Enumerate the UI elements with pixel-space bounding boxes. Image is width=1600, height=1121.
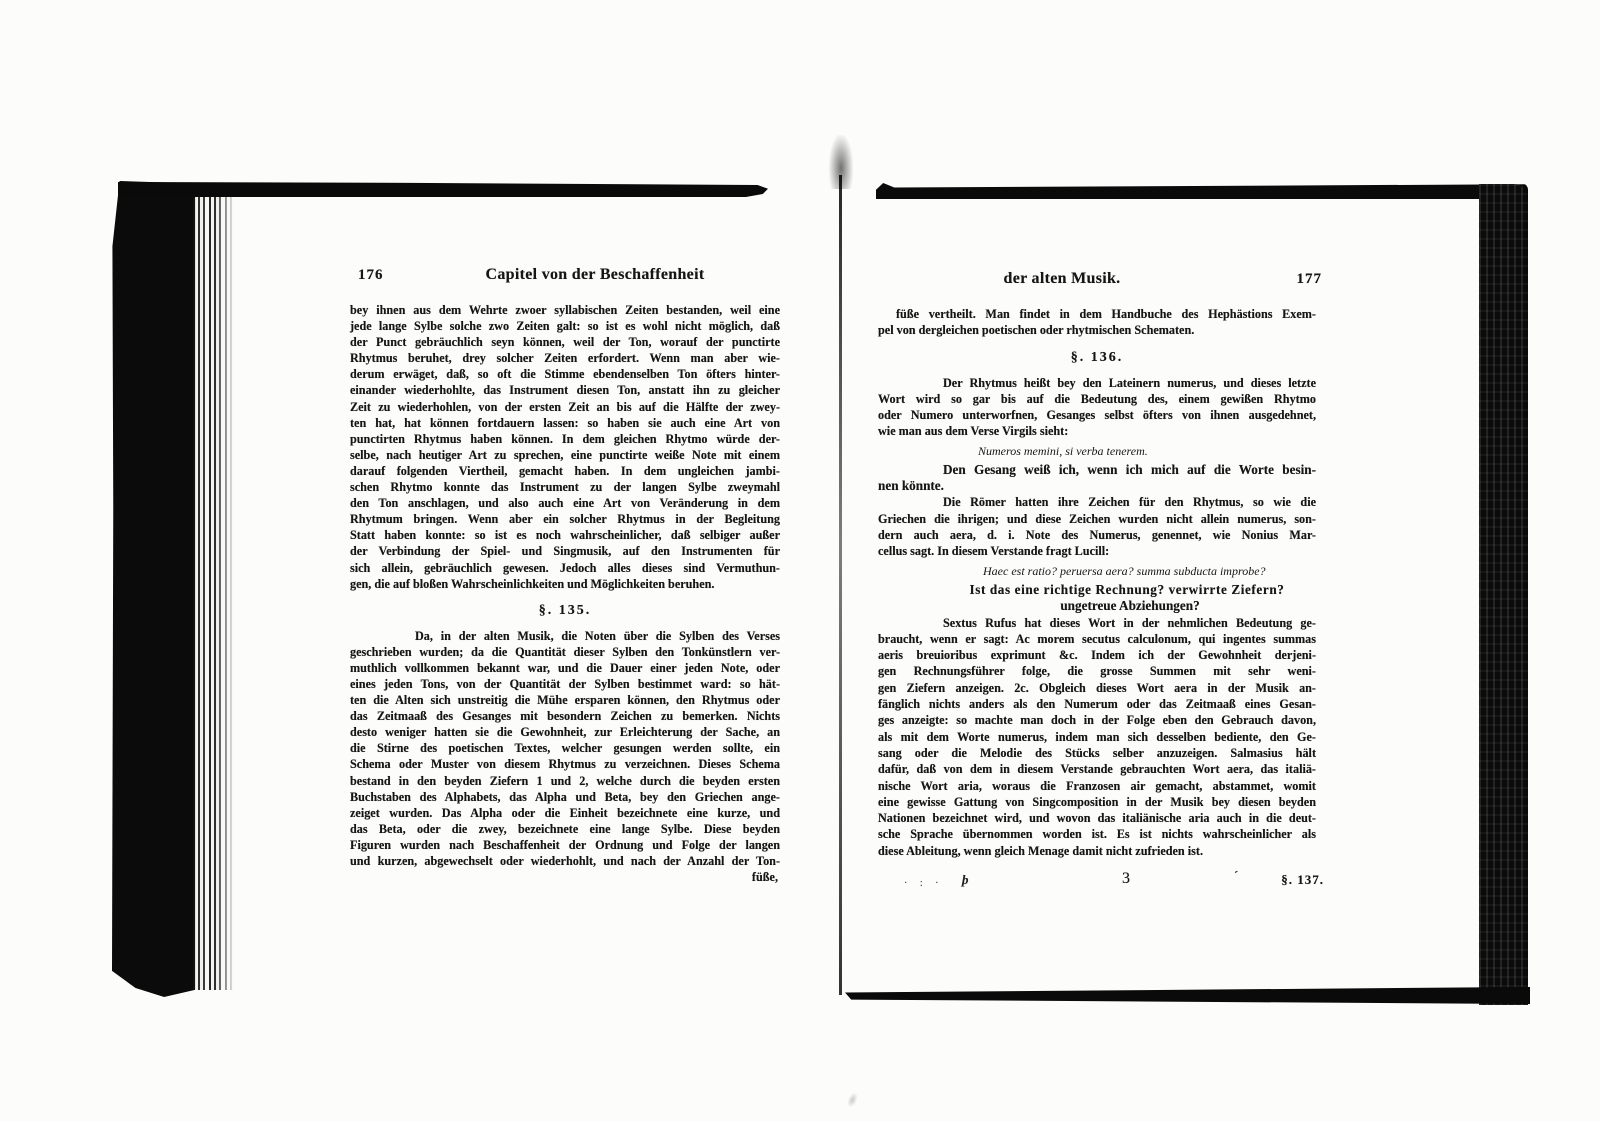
text-line: das Zeitmaaß des Gesanges mit besondern Zeichen zu bemerken. Nichts [350, 709, 780, 724]
text-line: desto weniger hatten sie die Gewohnheit, zur Erleichterung der Sache, an [350, 725, 780, 740]
right-page-footer [878, 868, 1324, 898]
scan-top-bar-left-page [118, 182, 768, 197]
running-title-left: Capitel von der Beschaffenheit [485, 266, 705, 283]
text-line: zeiget wurden. Das Alpha oder die Einheit bezeichnete eine kurze, und [350, 805, 780, 820]
latin-quote-virgil: Numeros memini, si verba tenerem. [978, 443, 1148, 458]
scan-spine-band [112, 181, 196, 997]
text-line: braucht, wenn er sagt: Ac morem secutus calculonum, qui ingentes summas [878, 631, 1316, 646]
text-line: bestand in den beyden Ziefern 1 und 2, welche durch die beyden ersten [350, 773, 780, 788]
scan-right-edge-band [1479, 184, 1528, 1005]
right-page [878, 270, 1324, 898]
text-line: derum erwäget, daß, so oft die Stimme ebendenselben Ton öfters hinter- [350, 367, 780, 382]
text-line: oder Numero unterworfnen, Gesanges selbst öfters von ihnen ausgedehnet, [878, 408, 1316, 423]
text-line: ges anzeigte: so machte man doch in der Folge eben den Gebrauch davon, [878, 713, 1316, 728]
text-line: Figuren wurden nach Beschaffenheit der Ordnung und Folge der langen [350, 837, 780, 852]
text-line: Ist das eine richtige Rechnung? verwirrte Ziefern? [969, 581, 1285, 597]
text-line: bey ihnen aus dem Wehrte zwoer syllabischen Zeiten bestanden, weil eine [350, 303, 780, 317]
catchword-left: füße, [751, 870, 778, 885]
scan-spine-streaks [193, 184, 235, 990]
text-line: und kurzen, abgewechselt oder wiederhohlt, und nach der Anzahl der Ton- [350, 854, 780, 868]
text-line: diese Ableitung, wenn gleich Menage damit nicht zufrieden ist. [878, 843, 1203, 858]
text-line: selbe, nach heutiger Art zu sprechen, eine punctirte weiße Note mit einem [350, 447, 780, 462]
text-line: nen könnte. [878, 478, 944, 494]
left-paragraph-1 [350, 302, 780, 592]
section-heading-136: §. 136. [1070, 349, 1124, 365]
text-line: Sextus Rufus hat dieses Wort in der nehmlichen Bedeutung ge- [943, 615, 1316, 630]
text-line: muthlich vollkommen bekannt war, und die Dauer einer jeden Note, oder [350, 660, 780, 675]
text-line: Da, in der alten Musik, die Noten über die Sylben des Verses [415, 628, 780, 643]
text-line: die Stirne des poetischen Textes, welcher gesungen werden sollte, ein [350, 741, 780, 756]
text-line: der Verbindung der Spiel- und Singmusik, auf den Instrumenten für [350, 544, 780, 559]
right-paragraph-1 [878, 375, 1316, 440]
text-line: Nationen bezeichnet wird, und wovon das italiänische aria auch in die deut- [878, 811, 1316, 826]
footer-faint-dots: · : · [904, 878, 944, 890]
text-line: eine gewisse Gattung von Singcomposition in der Musik bey diesen beyden [878, 794, 1316, 809]
footer-ink-mark: þ [962, 872, 969, 888]
text-line: fänglich nichts anders als den Numerum oder das Zeitmaaß eines Gesan- [878, 697, 1316, 712]
section-heading-135: §. 135. [538, 602, 592, 618]
right-translation-2 [878, 582, 1316, 615]
text-line: Zeit zu wiederhohlen, von der ersten Zeit an bis auf die Hälfte der zwey- [350, 399, 780, 414]
gutter-crease-line [839, 175, 842, 995]
text-line: sche Sprache übernommen worden ist. Es ist nichts wahrscheinlicher als [878, 827, 1316, 842]
text-line: punctirten Rhytmus haben können. In dem gleichen Rhytmo würde der- [350, 431, 780, 446]
text-line: Der Rhytmus heißt bey den Lateinern numerus, und dieses letzte [943, 375, 1316, 390]
text-line: ungetreue Abziehungen? [1060, 598, 1200, 614]
text-line: dern auch aera, d. i. Note des Numerus, genennet, wie Nonius Mar- [878, 527, 1316, 542]
text-line: nische Wort aria, woraus die Franzosen air gemacht, abstammet, womit [878, 778, 1316, 793]
running-title-right: der alten Musik. [1003, 270, 1121, 287]
page-number-left: 176 [358, 267, 384, 283]
right-paragraph-3 [878, 615, 1316, 859]
text-line: pel von dergleichen poetischen oder rhytmischen Schematen. [878, 323, 1195, 338]
right-paragraph-2 [878, 494, 1316, 559]
left-page [350, 266, 780, 885]
text-line: füße vertheilt. Man findet in dem Handbuche des Hephästions Exem- [896, 307, 1316, 321]
text-line: gen Rechnungsführer folge, die grosse Summen mit sehr weni- [878, 664, 1316, 679]
page-number-right: 177 [1296, 271, 1322, 287]
text-line: schen Rhytmo konnte das Instrument zu der langen Sylbe zweymahl [350, 480, 780, 495]
text-line: cellus sagt. In diesem Verstande fragt Lucill: [878, 544, 1110, 559]
text-line: Rhytmum bringen. Wenn aber ein solcher Rhytmus in der Begleitung [350, 512, 780, 527]
text-line: geschrieben wurden; da die Quantität dieser Sylben den Tonkünstlern ver- [350, 644, 780, 659]
text-line: sich allein, gebräuchlich gewesen. Jedoch alles dieses sind Vermuthun- [350, 560, 780, 575]
text-line: dafür, daß von dem in diesem Verstande gebrauchten Wort aera, das italiä- [878, 762, 1316, 777]
text-line: Griechen die ihrigen; und diese Zeichen wurden nicht allein numerus, son- [878, 511, 1316, 526]
scan-top-bar-right-page [876, 183, 1528, 199]
text-line: das Beta, oder die zwey, bezeichnete eine lange Sylbe. Diese beyden [350, 821, 780, 836]
text-line: jede lange Sylbe solche zwo Zeiten galt: so ist es wohl nicht möglich, daß [350, 319, 780, 334]
text-line: darauf folgenden Viertheil, gemacht haben. In dem ungleichen jambi- [350, 463, 780, 478]
text-line: als mit dem Worte numerus, indem man sich desselben bediente, den Ge- [878, 729, 1316, 744]
text-line: gen Ziefern anzeigen. 2c. Obgleich dieses Wort aera in der Musik an- [878, 680, 1316, 695]
text-line: Schema oder Muster von diesem Rhytmus zu verzeichnen. Dieses Schema [350, 757, 780, 772]
scan-bottom-bar-right-page [845, 987, 1530, 1004]
text-line: Wort wird so gar bis auf die Bedeutung des, einem gewißen Rhytmo [878, 391, 1316, 406]
text-line: Rhytmus beruhet, drey solcher Zeiten erfordert. Wenn man aber wie- [350, 351, 780, 366]
text-line: den Ton anschlagen, und also auch eine Art von Veränderung in dem [350, 496, 780, 511]
gutter-smudge [829, 135, 853, 189]
text-line: eines jeden Tons, von der Quantität der Sylben bestimmet ward: so hät- [350, 676, 780, 691]
stray-accent-mark: ´ [1234, 868, 1239, 884]
catchword-right: §. 137. [1281, 872, 1324, 888]
right-intro [878, 306, 1316, 339]
text-line: aeris breuioribus exprimunt &c. Indem ich der Gewohnheit derjeni- [878, 648, 1316, 663]
left-page-header [350, 266, 780, 290]
text-line: ten hat, hat können fortdauern lassen: so haben sie auch eine Art von [350, 415, 780, 430]
stray-ink-blot [845, 1091, 860, 1109]
right-translation-1 [878, 462, 1316, 495]
text-line: Buchstaben des Alphabets, das Alpha und Beta, bey den Griechen ange- [350, 789, 780, 804]
text-line: sang oder die Melodie des Stücks selber anzuzeigen. Salmasius hält [878, 745, 1316, 760]
text-line: der Punct gebräuchlich seyn können, weil der Ton, worauf der punctirte [350, 335, 780, 350]
text-line: Die Römer hatten ihre Zeichen für den Rhytmus, so wie die [943, 495, 1316, 510]
left-paragraph-2 [350, 628, 780, 869]
latin-quote-lucilius: Haec est ratio? peruersa aera? summa subducta improbe? [983, 563, 1266, 578]
signature-mark: 3 [1122, 870, 1130, 888]
text-line: Den Gesang weiß ich, wenn ich mich auf die Worte besin- [943, 461, 1316, 477]
text-line: einander wiederhohlte, das Instrument diesen Ton, anstatt ihn zu gleicher [350, 383, 780, 398]
text-line: wie man aus dem Verse Virgils sieht: [878, 424, 1069, 439]
right-page-header [878, 270, 1322, 294]
text-line: Statt haben konnte: so ist es noch wahrscheinlicher, daß selbiger außer [350, 528, 780, 543]
text-line: gen, die auf bloßen Wahrscheinlichkeiten und Möglichkeiten beruhen. [350, 576, 715, 591]
text-line: ten die Alten sich unstreitig die Mühe ersparen können, den Rhytmus oder [350, 693, 780, 708]
